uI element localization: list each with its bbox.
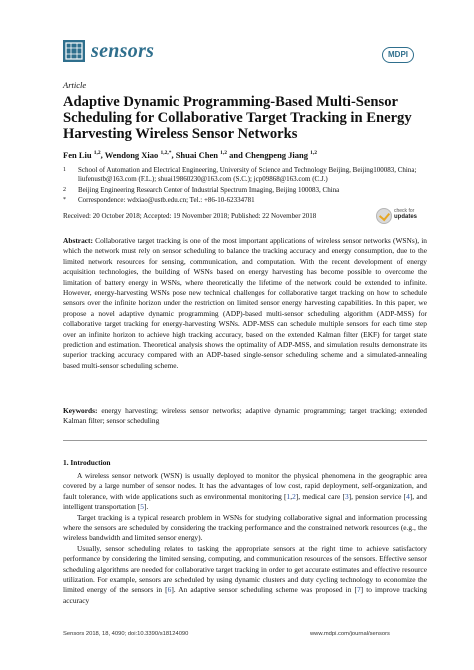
keywords-label: Keywords:: [63, 406, 98, 415]
journal-name: sensors: [91, 40, 155, 62]
abstract-label: Abstract:: [63, 236, 93, 245]
publication-dates: Received: 20 October 2018; Accepted: 19 November 2018; Published: 22 November 2018: [63, 212, 317, 220]
article-title: Adaptive Dynamic Programming-Based Multi-Sensor Scheduling for Collaborative Target Tracking in Energy Harvesting Wireless Sensor Networks: [63, 94, 412, 142]
paragraph: A wireless sensor network (WSN) is usually deployed to monitor the physical phenomena in the geographic area covered by a large number of sensor nodes. It has the advantages of low cost, rapid deployment, self-organization, and fault tolerance, with wide applications such as environmental monitoring [1,2], medical care [3], pension service [4], and intelligent transportation [5].: [63, 471, 427, 512]
publisher-logo: MDPI: [382, 47, 414, 63]
body-text: [63, 471, 427, 606]
check-updates-icon: [376, 208, 392, 224]
author-conjunction: and: [229, 150, 243, 160]
citation-link[interactable]: 6: [167, 585, 172, 595]
footer-citation: Sensors 2018, 18, 4090; doi:10.3390/s18124090: [63, 631, 189, 637]
abstract-text: Collaborative target tracking is one of the most important applications of wireless sensor networks (WSNs), in which the network must rely on sensor scheduling to balance the tracking accuracy and energy consumption, due to the limited network resources for sensing, communication, and computation. With the recent development of energy acquisition technologies, the building of WSNs based on energy harvesting has become possible to overcome the limitation of battery energy in WSNs, where theoretically the lifetime of the network could be extended to infinite. However, energy-harvesting WSNs pose new technical challenges for collaborative target tracking on how to schedule sensors over the infinite horizon under the restriction on limited sensor energy harvesting capabilities. In this paper, we propose a novel adaptive dynamic programming (ADP)-based multi-sensor scheduling algorithm (ADP-MSS) for collaborative target tracking for energy-harvesting WSNs. ADP-MSS can schedule multiple sensors for each time step over an infinite horizon to achieve high tracking accuracy, based on the extended Kalman filter (EKF) for target state prediction and estimation. Theoretical analysis shows the optimality of ADP-MSS, and simulation results demonstrate its superior tracking accuracy compared with an ADP-based single-sensor scheduling scheme and a simulated-annealing based multi-sensor scheduling scheme.: [63, 236, 427, 370]
paragraph: Target tracking is a typical research problem in WSNs for studying collaborative signal and information processing where the sensors are scheduled by considering the tracking performance and the constrained network resources (e.g., the wireless bandwidth and limited sensor energy).: [63, 512, 427, 543]
affiliation-text: Beijing Engineering Research Center of Industrial Spectrum Imaging, Beijing 100083, China: [78, 186, 340, 194]
journal-logo-icon: [63, 40, 85, 62]
author-affiliation-marker: 1,2: [310, 150, 318, 157]
affiliation-marker: 1: [63, 167, 66, 173]
affiliations: [0, 166, 474, 206]
article-type: Article: [63, 80, 87, 90]
citation-link[interactable]: 7: [356, 585, 361, 595]
citation-link[interactable]: 2: [292, 491, 296, 501]
author-affiliation-marker: 1,2,*: [160, 150, 172, 157]
citation-link[interactable]: 1: [286, 491, 291, 501]
author-list: Fen Liu $^{1,2}$, Wendong Xiao $^{1,2,*}$, Shuai Chen $^{1,2}$ and Chengpeng Jiang $^{1,2}$: [63, 150, 318, 160]
affiliation-marker: *: [63, 197, 66, 203]
author-name[interactable]: Shuai Chen: [175, 150, 218, 160]
author-name[interactable]: Fen Liu: [63, 150, 92, 160]
citation-link[interactable]: 5: [140, 502, 144, 512]
abstract: [63, 236, 427, 371]
section-divider: [63, 440, 427, 441]
citation-link[interactable]: 3: [344, 491, 349, 501]
footer-journal-url[interactable]: www.mdpi.com/journal/sensors: [310, 631, 390, 637]
author-affiliation-marker: 1,2: [93, 150, 101, 157]
affiliation-marker: 2: [63, 187, 66, 193]
author-name[interactable]: Chengpeng Jiang: [244, 150, 309, 160]
keywords-text: energy harvesting; wireless sensor networks; adaptive dynamic programming; target tracking; extended Kalman filter; sensor scheduling: [63, 406, 427, 426]
paragraph: Usually, sensor scheduling relates to tasking the appropriate sensors at the right time to achieve satisfactory performance by considering the limited sensing, computing, and communication resources of the sensors. Effective sensor scheduling algorithms are needed for collaborative target tracking in order to get accurate estimates and effective resource utilization. For example, sensors are scheduled by using dynamic clusters and duty cycling technology to economize the limited energy of the sensors in [6]. An adaptive sensor scheduling scheme was proposed in [7] to improve tracking accuracy: [63, 543, 427, 605]
citation-link[interactable]: 4: [406, 491, 410, 501]
check-updates-line2: updates: [394, 214, 418, 220]
correspondence-text: Correspondence: wdxiao@ustb.edu.cn; Tel.: +86-10-62334781: [78, 196, 255, 204]
author-affiliation-marker: 1,2: [220, 150, 227, 157]
section-heading: 1. Introduction: [63, 458, 111, 467]
affiliation-text: School of Automation and Electrical Engineering, University of Science and Technology Beijing, Beijing100083, China; liufenustb@163.com (F.L.); shuai19860230@163.com (S.C.); jcp09868@163.com (C.J.): [78, 166, 417, 183]
author-name[interactable]: Wendong Xiao: [104, 150, 159, 160]
check-for-updates-badge[interactable]: [376, 206, 428, 224]
keywords: [63, 406, 427, 427]
check-updates-line1: check for: [394, 208, 415, 214]
